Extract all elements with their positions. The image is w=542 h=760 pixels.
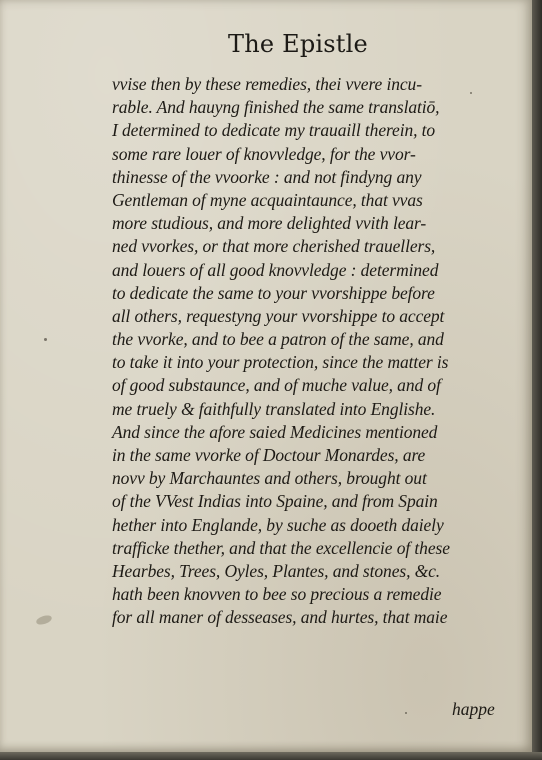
text-line: rable. And hauyng finished the same translatiō, [112, 97, 440, 118]
paper-speck [470, 92, 472, 94]
page-bottom-edge [0, 752, 542, 760]
text-line: thinesse of the vvoorke : and not findyng any [112, 166, 422, 187]
text-line: ned vvorkes, or that more cherished trauellers, [112, 236, 436, 257]
text-line: vvise then by these remedies, thei vvere incu- [112, 74, 422, 94]
text-line: the vvorke, and to bee a patron of the same, and [112, 329, 444, 350]
text-line: to take it into your protection, since the matter is [112, 352, 449, 373]
text-line: and louers of all good knovvledge : determined [112, 259, 439, 280]
body-text [112, 73, 512, 630]
text-line: Gentleman of myne acquaintaunce, that vvas [112, 189, 423, 210]
text-line: I determined to dedicate my trauaill therein, to [112, 120, 436, 141]
text-line: me truely & faithfully translated into Englishe. [112, 398, 436, 419]
catchword: happe [452, 699, 495, 719]
text-line: And since the afore saied Medicines mentioned [112, 421, 438, 442]
text-line: in the same vvorke of Doctour Monardes, are [112, 445, 426, 465]
text-line: to dedicate the same to your vvorshippe before [112, 282, 435, 303]
text-line: all others, requestyng your vvorshippe to accept [112, 305, 445, 326]
text-line: novv by Marchauntes and others, brought out [112, 468, 427, 489]
text-line: of good substaunce, and of muche value, and of [112, 375, 441, 396]
text-line: of the VVest Indias into Spaine, and from Spain [112, 491, 438, 512]
paper-speck [405, 712, 407, 714]
text-line: hether into Englande, by suche as dooeth daiely [112, 514, 444, 535]
text-line: trafficke thether, and that the excellencie of these [112, 537, 450, 558]
paper-speck [44, 338, 47, 341]
page-edge [532, 0, 542, 760]
text-line: hath been knovven to bee so precious a remedie [112, 584, 442, 605]
text-line: more studious, and more delighted vvith lear- [112, 213, 427, 234]
text-line: some rare louer of knovvledge, for the vvor- [112, 143, 416, 164]
text-line: Hearbes, Trees, Oyles, Plantes, and stones, &c. [112, 560, 441, 581]
paper-stain [35, 614, 53, 627]
running-head: The Epistle [228, 30, 368, 58]
text-line: for all maner of desseases, and hurtes, that maie [112, 607, 448, 628]
